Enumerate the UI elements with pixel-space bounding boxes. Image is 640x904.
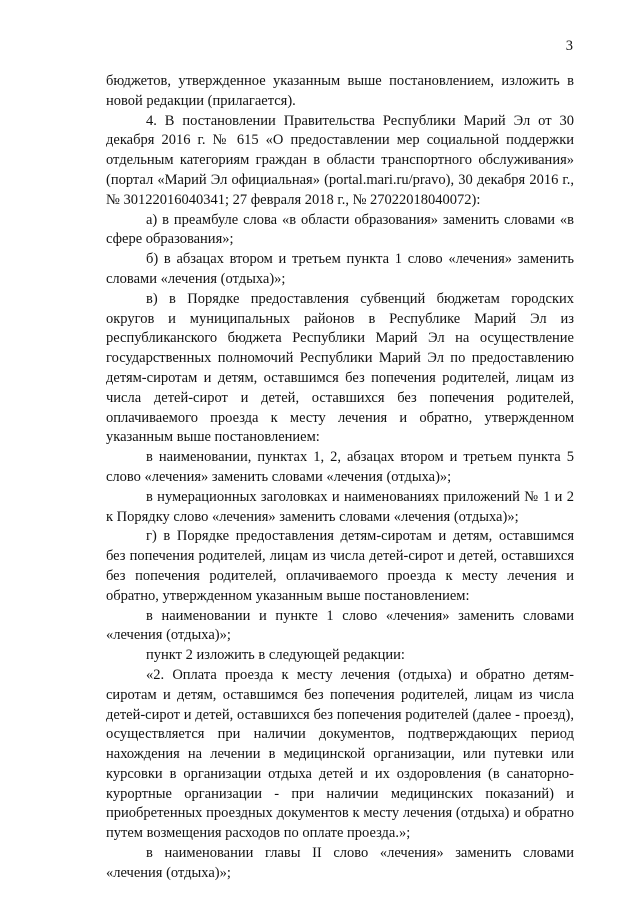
paragraph: пункт 2 изложить в следующей редакции: [146, 647, 405, 664]
paragraph: в наименовании и пункте 1 слово «лечения» заменить словами «лечения (отдыха)»; [106, 607, 574, 644]
paragraph: в) в Порядке предоставления субвенций бюджетам городских округов и муниципальных районов в Республике Марий Эл из республиканского бюджета Республики Марий Эл на осуществление государственных полномочий Республики Марий Эл по предоставлению детям-сиротам и детям, оставшимся без попечения родителей, лицам из числа детей-сирот и детей, оставшихся без попечения родителей, оплачиваемого проезда к месту лечения и обратно, утвержденном указанным выше постановлением: [106, 290, 574, 446]
paragraph: бюджетов, утвержденное указанным выше постановлением, изложить в новой редакции (прилагается). [106, 73, 574, 109]
paragraph: в наименовании, пунктах 1, 2, абзацах втором и третьем пункта 5 слово «лечения» заменить словами «лечения (отдыха)»; [106, 449, 574, 485]
document-body [106, 72, 574, 884]
paragraph: в нумерационных заголовках и наименованиях приложений № 1 и 2 к Порядку слово «лечения» заменить словами «лечения (отдыха)»; [106, 488, 574, 525]
paragraph: г) в Порядке предоставления детям-сиротам и детям, оставшимся без попечения родителей, лицам из числа детей-сирот и детей, оставшихся без попечения родителей, оплачиваемого проезда к месту лечения и обратно, утвержденном указанным выше постановлением: [106, 528, 574, 604]
paragraph: а) в преамбуле слова «в области образования» заменить словами «в сфере образования»; [106, 211, 574, 248]
paragraph: 4. В постановлении Правительства Республики Марий Эл от 30 декабря 2016 г. № 615 «О предоставлении мер социальной поддержки отдельным категориям граждан в области транспортного обслуживания» (портал «Марий Эл официальная» (portal.mari.ru/pravo), 30 декабря 2016 г., № 30122016040341; 27 февраля 2018 г., № 27022018040072): [106, 112, 574, 208]
paragraph: «2. Оплата проезда к месту лечения (отдыха) и обратно детям-сиротам и детям, оставшимся без попечения родителей, лицам из числа детей-сирот и детей, оставшихся без попечения родителей (далее - проезд), осуществляется при наличии документов, подтверждающих период нахождения на лечении в медицинской организации, или путевки или курсовки в организации отдыха детей и их оздоровления (в санаторно-курортные организации - при наличии медицинских показаний) и приобретенных проездных документов к месту лечения (отдыха) и обратно путем возмещения расходов по оплате проезда.»; [106, 666, 574, 842]
paragraph: в наименовании главы II слово «лечения» заменить словами «лечения (отдыха)»; [106, 845, 574, 881]
paragraph: б) в абзацах втором и третьем пункта 1 слово «лечения» заменить словами «лечения (отдыха)»; [106, 251, 574, 287]
page-number: 3 [565, 38, 573, 54]
